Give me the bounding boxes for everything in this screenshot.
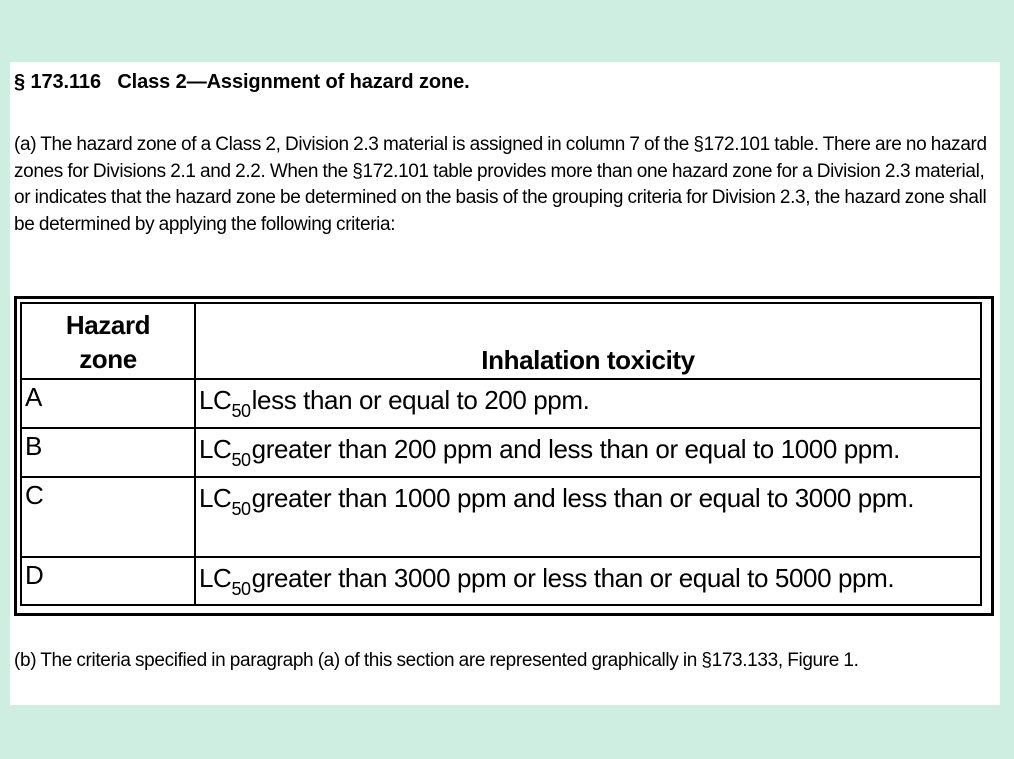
paragraph-b: (b) The criteria specified in paragraph (a) of this section are represented graphically in §173.133, Figure 1. — [14, 650, 859, 671]
header-hazard-zone — [21, 303, 195, 379]
hazard-zone-table-frame — [14, 296, 994, 616]
lc-label: LC — [199, 563, 232, 593]
paragraph-a: (a) The hazard zone of a Class 2, Division 2.3 material is assigned in column 7 of the §172.101 table. There are no hazard zones for Divisions 2.1 and 2.2. When the §172.101 table provides more than one hazard zone for a Division 2.3 material, or indicates that the hazard zone be determined on the basis of the grouping criteria for Division 2.3, the hazard zone shall be determined by applying the following criteria: — [14, 134, 987, 235]
lc-subscript: 50 — [231, 499, 251, 519]
section-title: § 173.116 Class 2—Assignment of hazard zone. — [14, 71, 470, 93]
criteria-text: greater than 1000 ppm and less than or equal to 3000 ppm. — [251, 483, 915, 513]
table-row — [21, 428, 981, 477]
table-row — [21, 477, 981, 557]
hazard-zone-table — [20, 302, 982, 606]
lc-subscript: 50 — [231, 450, 251, 470]
criteria-text: greater than 200 ppm and less than or equal to 1000 ppm. — [251, 434, 900, 464]
zone-cell: C — [21, 477, 195, 557]
criteria-cell — [195, 379, 981, 428]
criteria-cell — [195, 557, 981, 605]
document-page — [10, 62, 1000, 705]
lc-subscript: 50 — [231, 401, 251, 421]
lc-label: LC — [199, 483, 232, 513]
table-header-row — [21, 303, 981, 379]
zone-cell: B — [21, 428, 195, 477]
lc-label: LC — [199, 385, 232, 415]
table-row — [21, 557, 981, 605]
criteria-cell — [195, 477, 981, 557]
criteria-cell — [195, 428, 981, 477]
header-hazard-zone-line1: Hazard — [65, 310, 151, 340]
zone-cell: D — [21, 557, 195, 605]
criteria-text: greater than 3000 ppm or less than or equal to 5000 ppm. — [251, 563, 895, 593]
header-hazard-zone-line2: zone — [79, 344, 137, 374]
lc-subscript: 50 — [231, 579, 251, 599]
zone-cell: A — [21, 379, 195, 428]
criteria-text: less than or equal to 200 ppm. — [251, 385, 590, 415]
header-inhalation-toxicity: Inhalation toxicity — [195, 303, 981, 379]
table-row — [21, 379, 981, 428]
lc-label: LC — [199, 434, 232, 464]
